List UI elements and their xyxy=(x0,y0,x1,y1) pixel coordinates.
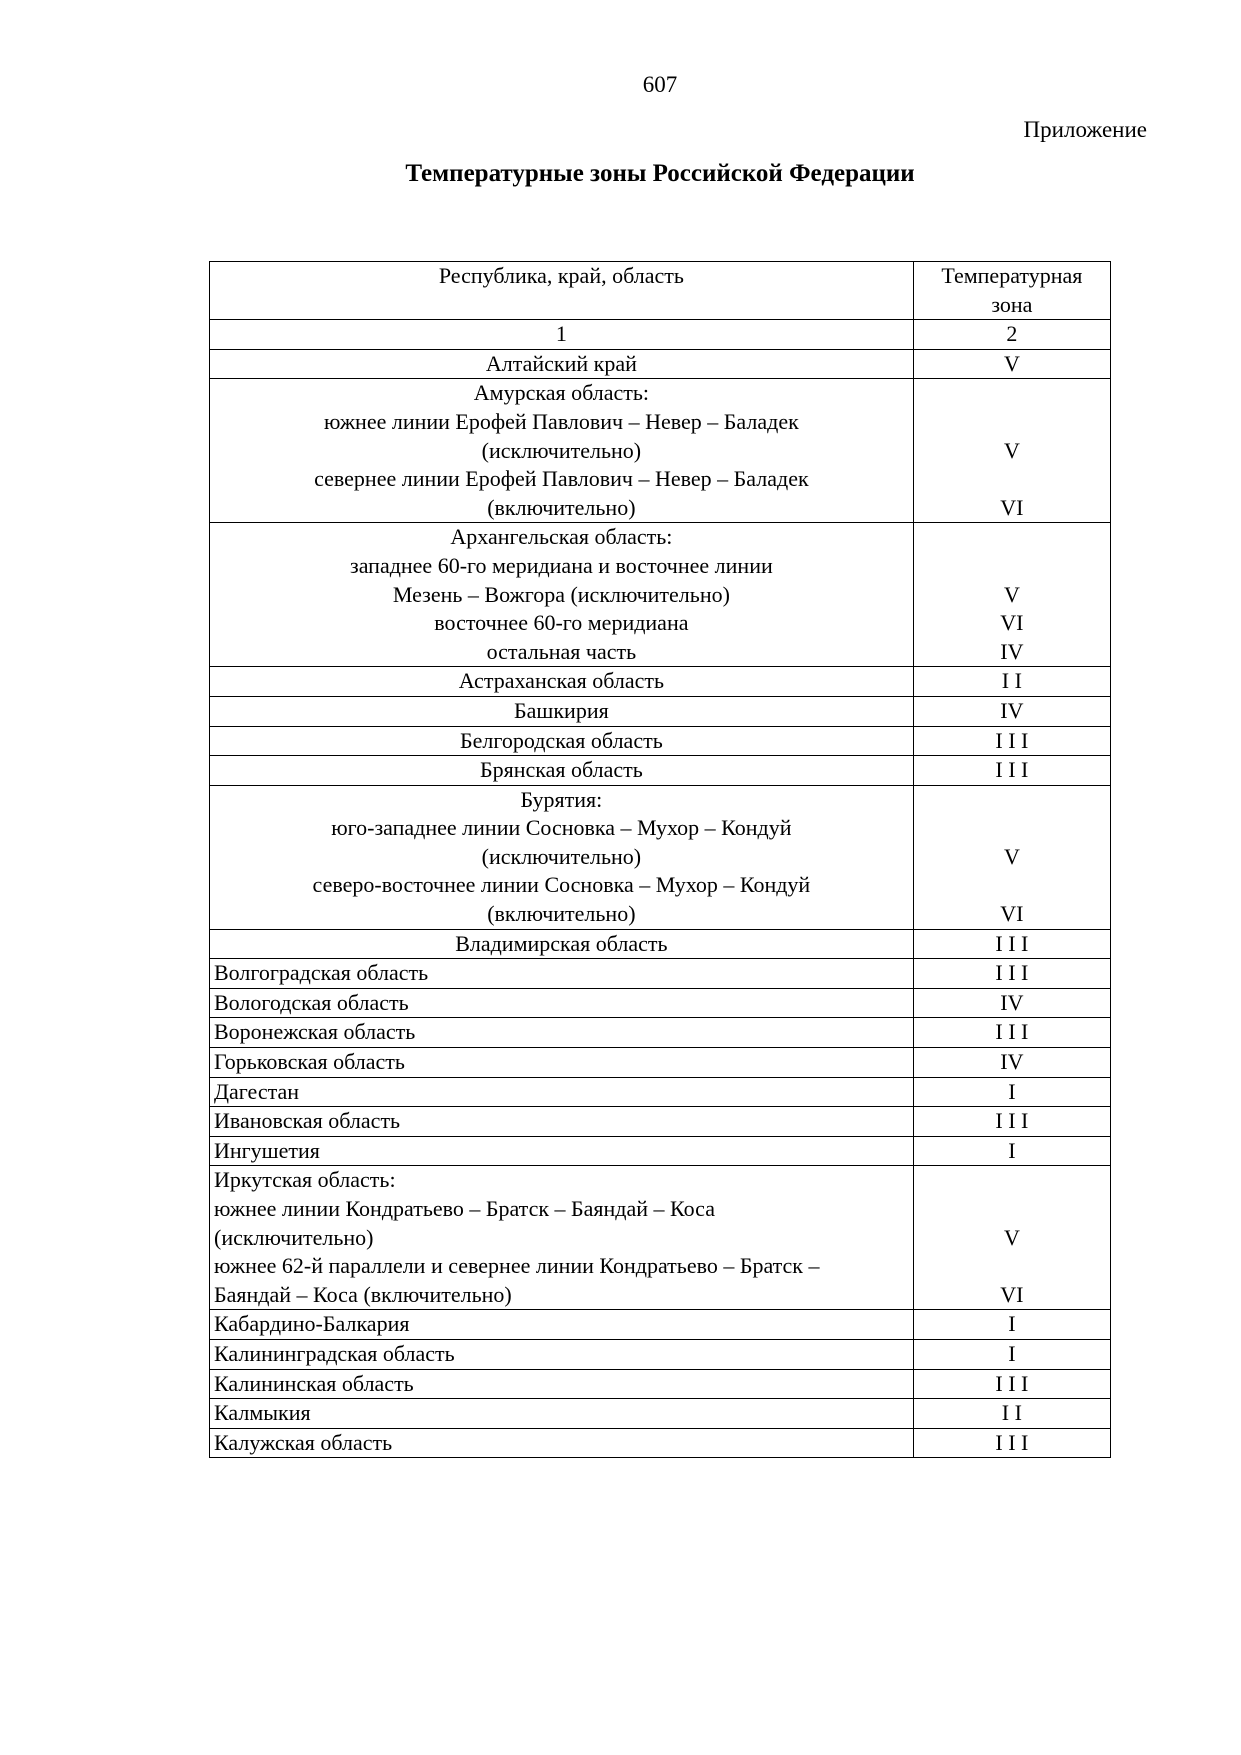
region-line: восточнее 60-го меридиана xyxy=(434,610,689,636)
region-line: (исключительно) xyxy=(481,437,642,463)
zone-cell xyxy=(913,1369,1110,1399)
table-header-row xyxy=(210,262,1111,320)
region-line: Бурятия: xyxy=(520,786,603,812)
region-cell xyxy=(210,667,914,697)
zone-cell xyxy=(913,667,1110,697)
table-row xyxy=(210,667,1111,697)
zone-cell xyxy=(913,349,1110,379)
region-line: Мезень – Вожгора (исключительно) xyxy=(392,581,730,607)
region-line: остальная часть xyxy=(486,638,637,664)
zone-cell xyxy=(913,1428,1110,1458)
table-row xyxy=(210,523,1111,667)
zone-cell xyxy=(913,523,1110,667)
region-line: Горьковская область xyxy=(214,1049,405,1075)
region-line: Калининская область xyxy=(214,1370,414,1396)
region-cell xyxy=(210,726,914,756)
region-line: (исключительно) xyxy=(214,1224,374,1250)
region-cell xyxy=(210,379,914,523)
header-region: Республика, край, область xyxy=(210,262,914,320)
table-row xyxy=(210,988,1111,1018)
zone-value xyxy=(918,814,1106,843)
region-cell xyxy=(210,1428,914,1458)
page-number: 607 xyxy=(642,72,678,97)
region-cell xyxy=(210,959,914,989)
zone-value: I xyxy=(1008,1137,1016,1163)
zone-cell xyxy=(913,696,1110,726)
region-line: Архангельская область: xyxy=(450,524,673,550)
zone-value: I I I xyxy=(995,1370,1029,1396)
region-line: юго-западнее линии Сосновка – Мухор – Кондуй xyxy=(331,815,792,841)
zone-value: IV xyxy=(1000,1049,1024,1075)
header-zone-line-1: Температурная xyxy=(941,263,1083,288)
table-row xyxy=(210,696,1111,726)
region-line: Астраханская область xyxy=(458,668,665,694)
temperature-zones-table xyxy=(209,261,1111,1458)
region-line: (включительно) xyxy=(487,494,636,520)
region-line: Иркутская область: xyxy=(214,1167,396,1193)
appendix-label: Приложение xyxy=(1023,117,1147,142)
table-row xyxy=(210,1107,1111,1137)
zone-value: I I xyxy=(1001,1400,1022,1426)
zone-cell xyxy=(913,1399,1110,1429)
region-line: северо-восточнее линии Сосновка – Мухор – Кондуй xyxy=(312,872,811,898)
zone-cell xyxy=(913,726,1110,756)
zone-value xyxy=(918,786,1106,815)
region-line: Владимирская область xyxy=(455,930,668,956)
zone-cell xyxy=(913,1077,1110,1107)
zone-cell xyxy=(913,785,1110,929)
region-cell xyxy=(210,756,914,786)
zone-value: I I I xyxy=(995,727,1029,753)
zone-cell xyxy=(913,959,1110,989)
region-cell xyxy=(210,1399,914,1429)
region-line: Воронежская область xyxy=(214,1019,416,1045)
zone-value xyxy=(918,1252,1106,1281)
region-cell xyxy=(210,1018,914,1048)
region-line: западнее 60-го меридиана и восточнее линии xyxy=(350,552,773,578)
zone-value: I I I xyxy=(995,757,1029,783)
region-line: Вологодская область xyxy=(214,989,409,1015)
table-row xyxy=(210,1136,1111,1166)
table-row xyxy=(210,1077,1111,1107)
region-cell xyxy=(210,349,914,379)
document-title: Температурные зоны Российской Федерации xyxy=(405,160,915,187)
region-cell xyxy=(210,696,914,726)
table-row xyxy=(210,1310,1111,1340)
region-line: Баяндай – Коса (включительно) xyxy=(214,1281,512,1307)
table-numbering-row xyxy=(210,320,1111,350)
zone-value: IV xyxy=(1000,697,1024,723)
zone-value xyxy=(918,379,1106,408)
table-row xyxy=(210,1369,1111,1399)
region-line: Ивановская область xyxy=(214,1108,401,1134)
zone-value: V xyxy=(1003,437,1020,463)
region-line: южнее линии Кондратьево – Братск – Баяндай – Коса xyxy=(214,1196,715,1221)
zone-value: V xyxy=(1003,843,1020,869)
region-cell xyxy=(210,1048,914,1078)
zone-value: I xyxy=(1008,1078,1016,1104)
zone-value xyxy=(918,1195,1106,1224)
zone-value: VI xyxy=(1000,494,1024,520)
region-line: севернее линии Ерофей Павлович – Невер – Баладек xyxy=(314,466,809,492)
region-cell xyxy=(210,1166,914,1310)
zone-cell xyxy=(913,1339,1110,1369)
table-row xyxy=(210,349,1111,379)
region-cell xyxy=(210,1077,914,1107)
zone-value: I I I xyxy=(995,930,1029,956)
table-row xyxy=(210,1166,1111,1310)
zone-value: VI xyxy=(1000,901,1024,927)
zone-value: VI xyxy=(1000,610,1024,636)
zone-value xyxy=(918,523,1106,552)
region-line: Брянская область xyxy=(479,757,643,783)
zone-cell xyxy=(913,1166,1110,1310)
table-row xyxy=(210,726,1111,756)
header-zone-line-2: зона xyxy=(991,291,1033,317)
region-line: южнее 62-й параллели и севернее линии Кондратьево – Братск – xyxy=(214,1253,820,1279)
region-line: Калмыкия xyxy=(214,1400,311,1426)
zone-cell xyxy=(913,1107,1110,1137)
table-row xyxy=(210,929,1111,959)
zone-value: V xyxy=(1003,1224,1020,1250)
region-cell xyxy=(210,1369,914,1399)
zone-value: I I I xyxy=(995,1108,1029,1134)
region-line: Амурская область: xyxy=(473,380,649,406)
region-line: Белгородская область xyxy=(460,727,663,753)
zone-value: I xyxy=(1008,1340,1016,1366)
zone-cell xyxy=(913,379,1110,523)
region-cell xyxy=(210,785,914,929)
table-row xyxy=(210,959,1111,989)
zone-value xyxy=(918,1166,1106,1195)
table-row xyxy=(210,756,1111,786)
zone-cell xyxy=(913,1310,1110,1340)
region-line: (включительно) xyxy=(487,901,636,927)
region-line: Дагестан xyxy=(214,1078,300,1104)
zone-value xyxy=(918,871,1106,900)
column-number-2: 2 xyxy=(913,320,1110,350)
zone-value: I xyxy=(1008,1311,1016,1337)
region-cell xyxy=(210,523,914,667)
column-number-1: 1 xyxy=(210,320,914,350)
region-line: Калининградская область xyxy=(214,1340,455,1366)
region-cell xyxy=(210,1107,914,1137)
region-cell xyxy=(210,1310,914,1340)
table-row xyxy=(210,379,1111,523)
region-line: Ингушетия xyxy=(214,1137,320,1163)
region-line: Башкирия xyxy=(514,697,609,723)
zone-cell xyxy=(913,988,1110,1018)
zone-value: IV xyxy=(1000,638,1024,664)
table-row xyxy=(210,1428,1111,1458)
table-row xyxy=(210,1339,1111,1369)
region-cell xyxy=(210,1136,914,1166)
region-cell xyxy=(210,1339,914,1369)
region-line: (исключительно) xyxy=(481,843,642,869)
region-line: южнее линии Ерофей Павлович – Невер – Баладек xyxy=(323,408,799,434)
zone-value: V xyxy=(1003,350,1020,376)
zone-value: I I I xyxy=(995,1019,1029,1045)
region-line: Кабардино-Балкария xyxy=(214,1311,410,1337)
region-line: Калужская область xyxy=(214,1429,393,1455)
zone-value: I I I xyxy=(995,1429,1029,1455)
zone-cell xyxy=(913,1048,1110,1078)
zone-cell xyxy=(913,1136,1110,1166)
region-line: Волгоградская область xyxy=(214,960,429,986)
header-zone xyxy=(913,262,1110,320)
zone-value xyxy=(918,408,1106,437)
zone-value: VI xyxy=(1000,1281,1024,1307)
zone-cell xyxy=(913,756,1110,786)
zone-value: I I I xyxy=(995,960,1029,986)
zone-cell xyxy=(913,929,1110,959)
table-row xyxy=(210,785,1111,929)
region-line: Алтайский край xyxy=(485,350,637,376)
table-row xyxy=(210,1018,1111,1048)
region-cell xyxy=(210,988,914,1018)
table-row xyxy=(210,1399,1111,1429)
zone-value: IV xyxy=(1000,989,1024,1015)
zone-value xyxy=(918,552,1106,581)
table-row xyxy=(210,1048,1111,1078)
zone-value: I I xyxy=(1001,668,1022,694)
region-cell xyxy=(210,929,914,959)
zone-cell xyxy=(913,1018,1110,1048)
zone-value xyxy=(918,465,1106,494)
zone-value: V xyxy=(1003,581,1020,607)
